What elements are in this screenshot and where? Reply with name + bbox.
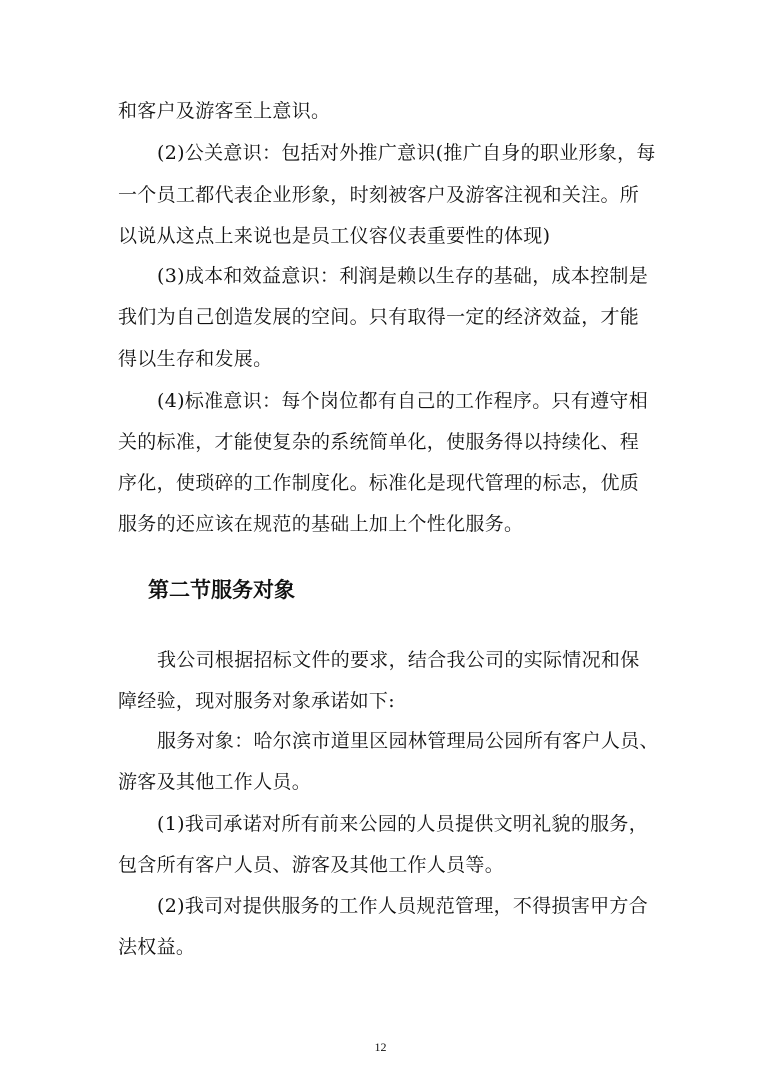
section-heading: 第二节服务对象 [148,578,295,602]
paragraph-line: 包含所有客户人员、游客及其他工作人员等。 [118,854,505,876]
paragraph-line: (3)成本和效益意识：利润是赖以生存的基础，成本控制是 [157,265,649,287]
paragraph-line: 和客户及游客至上意识。 [118,100,331,122]
paragraph-line: 一个员工都代表企业形象，时刻被客户及游客注视和关注。所 [118,184,640,206]
paragraph-line: 法权益。 [118,936,196,958]
paragraph-line: 序化，使琐碎的工作制度化。标准化是现代管理的标志，优质 [118,472,640,494]
paragraph-line: (2)公关意识：包括对外推广意识(推广自身的职业形象，每 [157,142,656,164]
paragraph-line: 障经验，现对服务对象承诺如下: [118,690,395,712]
paragraph-line: (1)我司承诺对所有前来公园的人员提供文明礼貌的服务， [157,813,649,835]
paragraph-line: (2)我司对提供服务的工作人员规范管理，不得损害甲方合 [157,895,649,917]
paragraph-line: 以说从这点上来说也是员工仪容仪表重要性的体现) [118,225,551,247]
paragraph-line: 服务的还应该在规范的基础上加上个性化服务。 [118,513,524,535]
paragraph-line: 关的标准，才能使复杂的系统简单化，使服务得以持续化、程 [118,431,640,453]
paragraph-line: 游客及其他工作人员。 [118,771,312,793]
paragraph-line: 我公司根据招标文件的要求，结合我公司的实际情况和保 [157,649,640,671]
paragraph-line: (4)标准意识：每个岗位都有自己的工作程序。只有遵守相 [157,390,649,412]
page-number: 12 [374,1040,387,1054]
paragraph-line: 我们为自己创造发展的空间。只有取得一定的经济效益，才能 [118,306,640,328]
paragraph-line: 服务对象：哈尔滨市道里区园林管理局公园所有客户人员、 [157,730,659,752]
paragraph-line: 得以生存和发展。 [118,348,273,370]
